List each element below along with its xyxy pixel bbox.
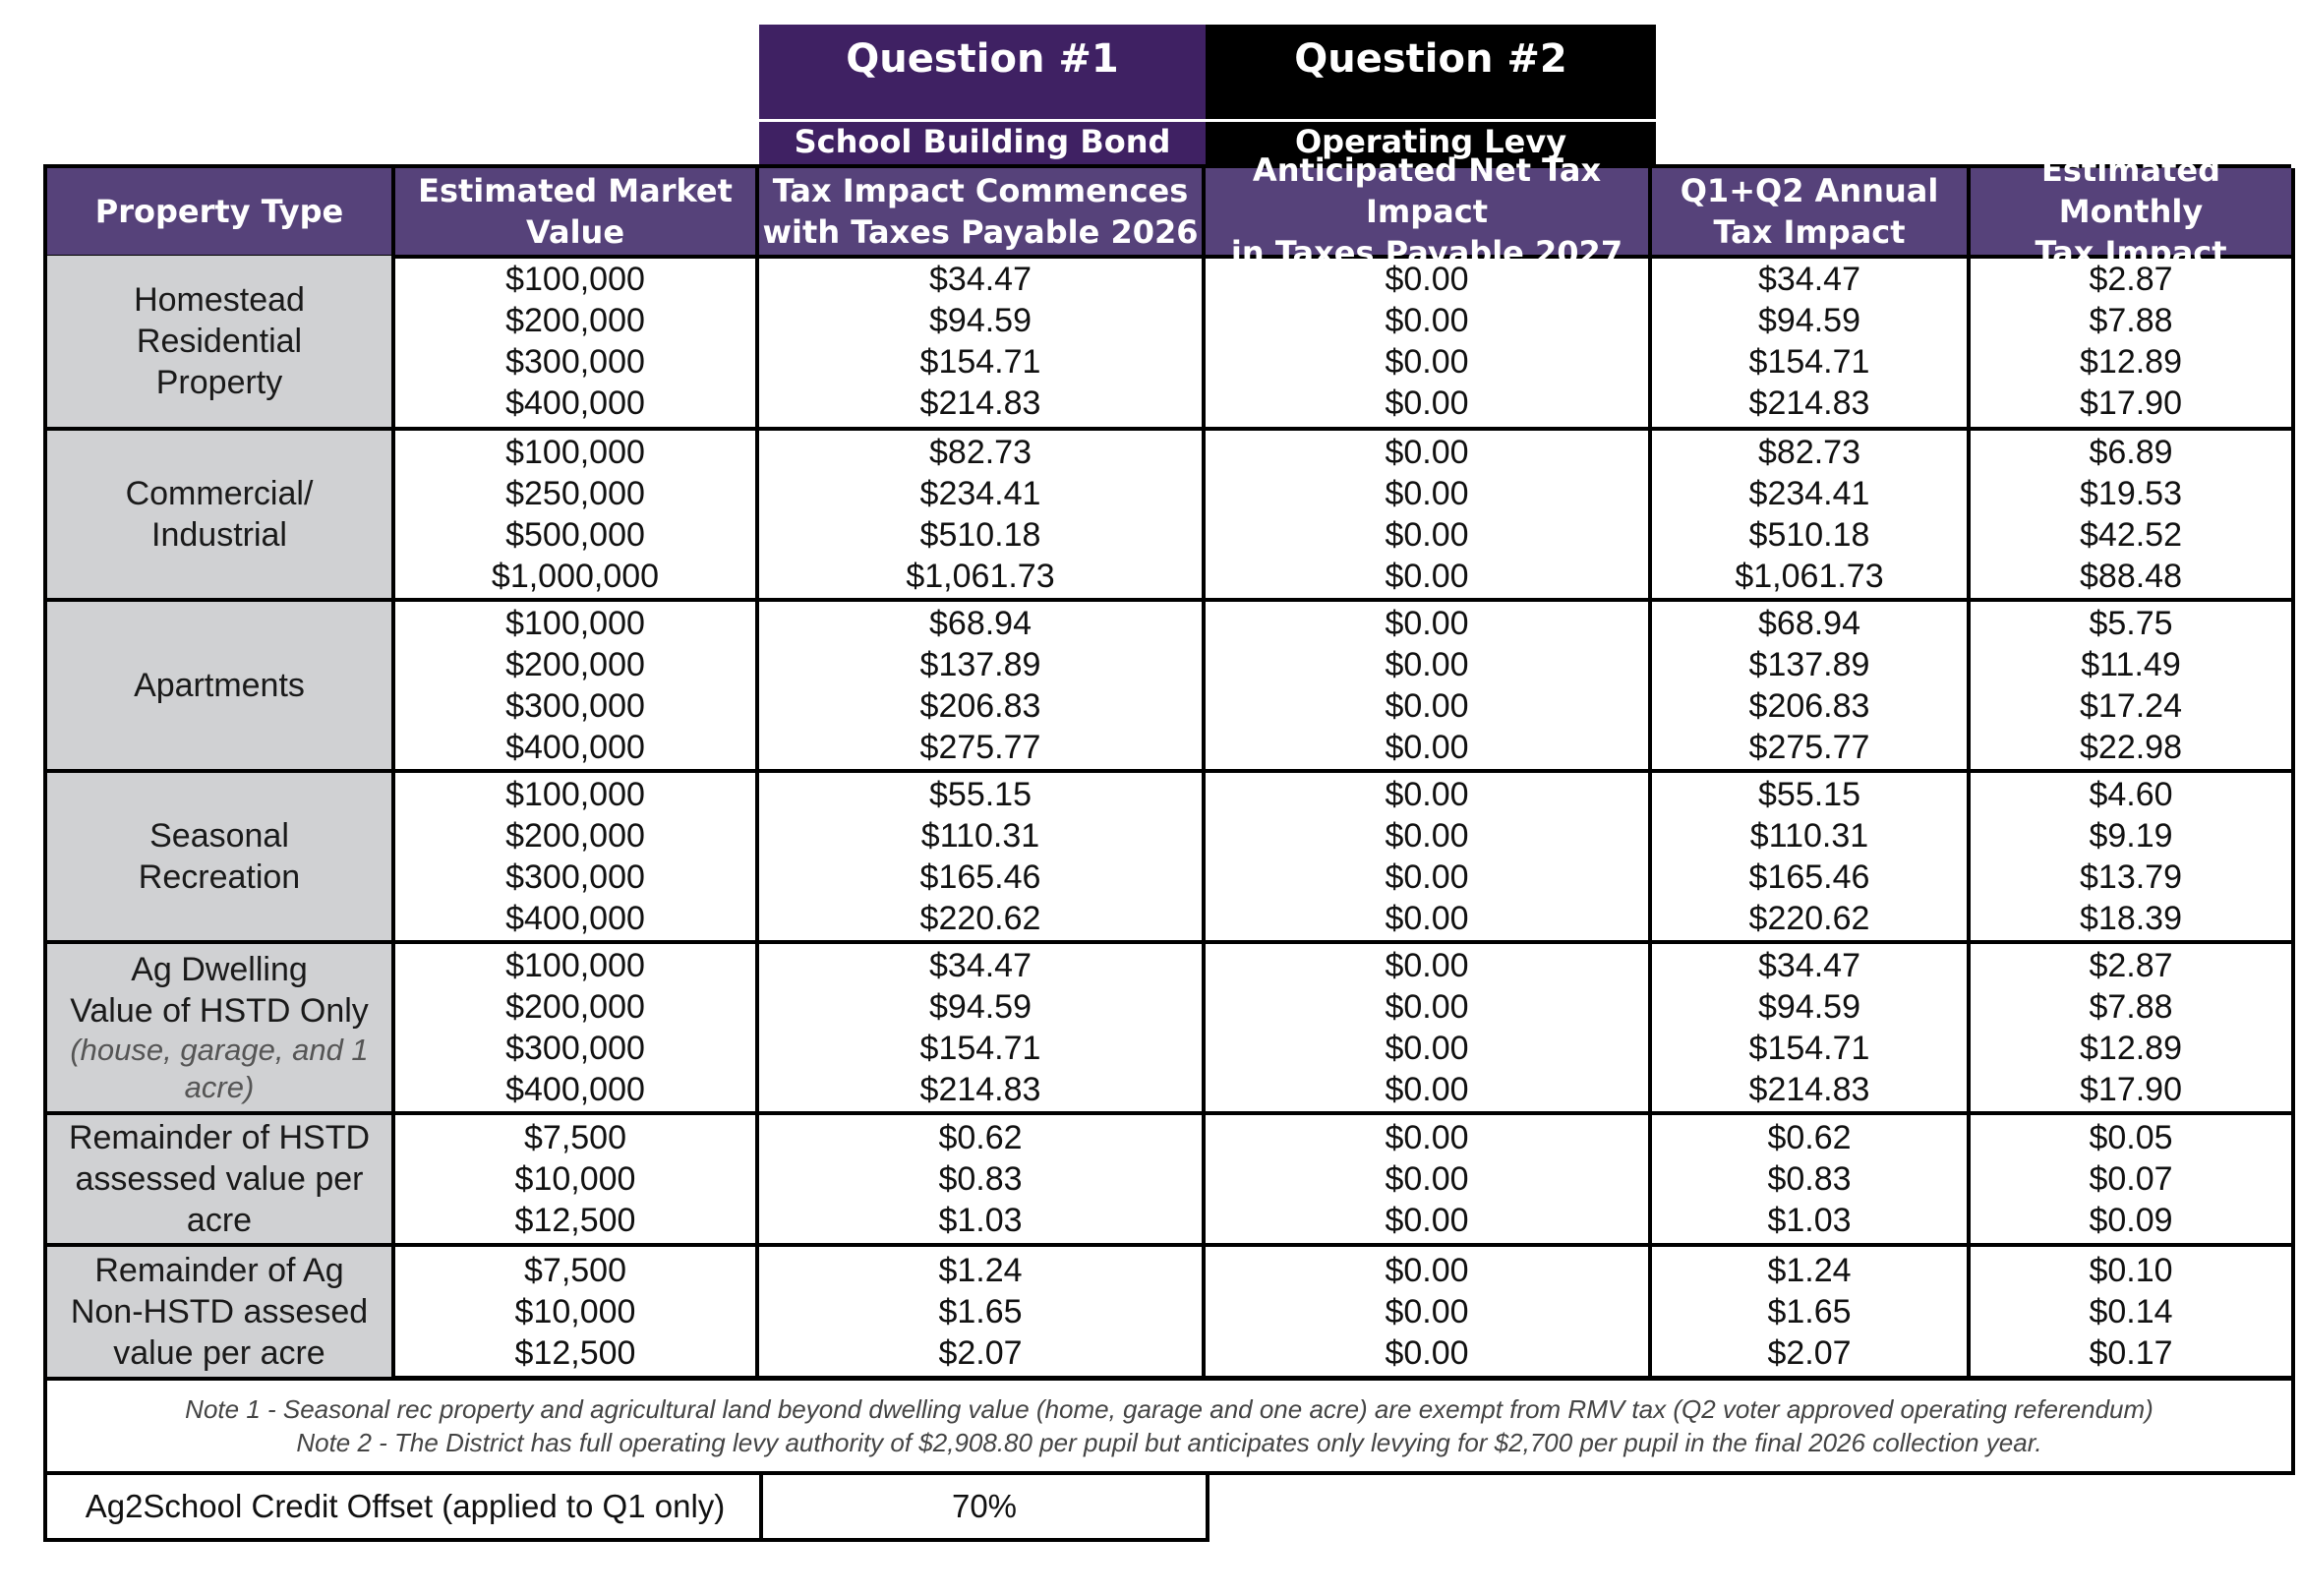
annual-tax-impact-cell	[1652, 769, 1971, 940]
table-value: $1.65	[1767, 1293, 1852, 1330]
table-value: $0.05	[2089, 1119, 2173, 1156]
column-header-line: Tax Impact	[1713, 213, 1906, 251]
question-2-subtitle: Operating Levy	[1294, 123, 1567, 160]
q2-tax-impact-cell	[1206, 940, 1652, 1111]
table-value: $510.18	[1748, 516, 1870, 554]
column-header-line: Q1+Q2 Annual	[1680, 172, 1939, 209]
table-value: $165.46	[919, 858, 1041, 896]
table-value: $220.62	[919, 900, 1041, 937]
table-value: $300,000	[505, 343, 645, 381]
table-value: $0.00	[1385, 687, 1469, 725]
q2-tax-impact-cell	[1206, 598, 1652, 769]
q1-tax-impact-cell	[759, 598, 1206, 769]
table-value: $200,000	[505, 302, 645, 339]
table-value: $206.83	[919, 687, 1041, 725]
annual-tax-impact-cell	[1652, 256, 1971, 427]
estimated-market-value-cell	[395, 427, 759, 598]
table-value: $0.00	[1385, 261, 1469, 298]
table-value: $100,000	[505, 605, 645, 642]
table-value: $1.03	[1767, 1202, 1852, 1239]
annual-tax-impact-cell	[1652, 427, 1971, 598]
table-value: $68.94	[1758, 605, 1860, 642]
property-type-line: Remainder of HSTD	[68, 1119, 371, 1156]
property-type-label	[43, 940, 395, 1111]
note-1: Note 1 - Seasonal rec property and agricultural land beyond dwelling value (home, garage and one acre) are exempt from RMV tax (Q2 voter approved operating referendum)	[185, 1394, 2154, 1424]
property-type-label	[43, 1243, 395, 1377]
column-header-line: Estimated Monthly	[2040, 151, 2220, 230]
table-value: $510.18	[919, 516, 1041, 554]
table-value: $300,000	[505, 858, 645, 896]
property-type-line: value per acre	[113, 1334, 325, 1372]
table-value: $1.24	[938, 1252, 1023, 1289]
table-value: $0.00	[1385, 475, 1469, 512]
table-value: $82.73	[1758, 434, 1860, 471]
table-value: $100,000	[505, 776, 645, 813]
table-value: $34.47	[929, 947, 1032, 984]
table-value: $154.71	[919, 1030, 1041, 1067]
table-value: $17.24	[2080, 687, 2182, 725]
table-value: $0.00	[1385, 1119, 1469, 1156]
property-type-line: Recreation	[138, 858, 301, 896]
table-value: $0.00	[1385, 776, 1469, 813]
table-value: $0.00	[1385, 817, 1469, 855]
column-header-line: Property Type	[94, 193, 344, 230]
table-value: $154.71	[1748, 343, 1870, 381]
table-value: $1,000,000	[491, 558, 660, 595]
table-value: $0.00	[1385, 858, 1469, 896]
property-type-line: Property	[155, 364, 283, 401]
annual-tax-impact-cell	[1652, 1243, 1971, 1377]
table-value: $12.89	[2080, 343, 2182, 381]
table-value: $0.00	[1385, 1030, 1469, 1067]
table-value: $0.00	[1385, 646, 1469, 683]
table-value: $19.53	[2080, 475, 2182, 512]
property-type-label	[43, 1111, 395, 1243]
table-value: $88.48	[2080, 558, 2182, 595]
credit-offset-label: Ag2School Credit Offset (applied to Q1 only)	[43, 1471, 763, 1542]
table-value: $275.77	[919, 729, 1041, 766]
table-value: $165.46	[1748, 858, 1870, 896]
table-value: $0.00	[1385, 988, 1469, 1026]
table-value: $0.10	[2089, 1252, 2173, 1289]
q2-tax-impact-cell	[1206, 256, 1652, 427]
estimated-market-value-cell	[395, 940, 759, 1111]
table-value: $12.89	[2080, 1030, 2182, 1067]
column-header-line: in Taxes Payable 2027	[1230, 234, 1623, 271]
credit-offset-value: 70%	[759, 1471, 1210, 1542]
property-type-label	[43, 256, 395, 427]
table-value: $137.89	[919, 646, 1041, 683]
table-value: $0.00	[1385, 947, 1469, 984]
q1-tax-impact-cell	[759, 1111, 1206, 1243]
table-value: $94.59	[1758, 302, 1860, 339]
table-value: $400,000	[505, 384, 645, 422]
table-value: $10,000	[514, 1293, 636, 1330]
table-value: $0.62	[938, 1119, 1023, 1156]
table-value: $17.90	[2080, 1071, 2182, 1108]
property-type-note: (house, garage, and 1	[70, 1033, 369, 1067]
table-value: $0.00	[1385, 434, 1469, 471]
table-value: $200,000	[505, 817, 645, 855]
property-type-line: assessed value per	[75, 1160, 364, 1198]
table-value: $94.59	[929, 302, 1032, 339]
table-value: $22.98	[2080, 729, 2182, 766]
table-value: $82.73	[929, 434, 1032, 471]
column-header-2	[395, 168, 759, 259]
property-type-label	[43, 769, 395, 940]
column-header-line: Value	[525, 213, 625, 251]
table-value: $214.83	[919, 384, 1041, 422]
monthly-tax-impact-cell	[1971, 1243, 2295, 1377]
column-header-5	[1652, 168, 1971, 259]
table-value: $0.00	[1385, 1071, 1469, 1108]
question-2-title: Question #2	[1294, 36, 1567, 82]
table-value: $0.00	[1385, 302, 1469, 339]
table-value: $94.59	[929, 988, 1032, 1026]
table-value: $200,000	[505, 988, 645, 1026]
table-value: $0.00	[1385, 1252, 1469, 1289]
table-value: $0.00	[1385, 384, 1469, 422]
table-value: $1.03	[938, 1202, 1023, 1239]
table-value: $200,000	[505, 646, 645, 683]
monthly-tax-impact-cell	[1971, 1111, 2295, 1243]
property-type-line: Homestead	[134, 281, 305, 319]
table-value: $214.83	[919, 1071, 1041, 1108]
column-header-1	[43, 168, 395, 259]
property-type-label	[43, 598, 395, 769]
column-header-4	[1206, 151, 1652, 271]
table-value: $7,500	[524, 1252, 626, 1289]
q2-tax-impact-cell	[1206, 1111, 1652, 1243]
table-value: $0.17	[2089, 1334, 2173, 1372]
table-value: $34.47	[929, 261, 1032, 298]
property-type-line: Industrial	[151, 516, 287, 554]
annual-tax-impact-cell	[1652, 1111, 1971, 1243]
table-value: $34.47	[1758, 947, 1860, 984]
table-value: $500,000	[505, 516, 645, 554]
table-value: $0.14	[2089, 1293, 2173, 1330]
column-header-line: Anticipated Net Tax Impact	[1252, 151, 1602, 230]
property-type-line: Non-HSTD assesed	[70, 1293, 369, 1330]
table-value: $68.94	[929, 605, 1032, 642]
q2-tax-impact-cell	[1206, 769, 1652, 940]
table-value: $2.07	[1767, 1334, 1852, 1372]
estimated-market-value-cell	[395, 769, 759, 940]
table-value: $0.00	[1385, 516, 1469, 554]
table-value: $12,500	[514, 1334, 636, 1372]
table-value: $11.49	[2081, 646, 2181, 683]
table-value: $55.15	[1758, 776, 1860, 813]
table-value: $10,000	[514, 1160, 636, 1198]
table-value: $400,000	[505, 900, 645, 937]
q1-tax-impact-cell	[759, 940, 1206, 1111]
table-value: $2.07	[938, 1334, 1023, 1372]
property-type-line: Residential	[136, 323, 303, 360]
q2-tax-impact-cell	[1206, 427, 1652, 598]
estimated-market-value-cell	[395, 1111, 759, 1243]
table-value: $94.59	[1758, 988, 1860, 1026]
property-type-line: Value of HSTD Only	[70, 992, 369, 1030]
table-value: $0.83	[1767, 1160, 1852, 1198]
table-value: $9.19	[2089, 817, 2173, 855]
estimated-market-value-cell	[395, 1243, 759, 1377]
table-value: $5.75	[2089, 605, 2173, 642]
table-value: $13.79	[2080, 858, 2182, 896]
monthly-tax-impact-cell	[1971, 427, 2295, 598]
table-value: $7.88	[2089, 988, 2173, 1026]
estimated-market-value-cell	[395, 256, 759, 427]
table-value: $100,000	[505, 434, 645, 471]
table-value: $250,000	[505, 475, 645, 512]
column-header-line: with Taxes Payable 2026	[762, 213, 1199, 251]
table-value: $4.60	[2089, 776, 2173, 813]
column-header-3	[759, 168, 1206, 259]
table-value: $206.83	[1748, 687, 1870, 725]
property-type-line: Seasonal	[149, 817, 289, 855]
table-value: $12,500	[514, 1202, 636, 1239]
table-value: $0.00	[1385, 605, 1469, 642]
question-1-subtitle: School Building Bond	[794, 123, 1171, 160]
monthly-tax-impact-cell	[1971, 769, 2295, 940]
table-value: $300,000	[505, 1030, 645, 1067]
q2-tax-impact-cell	[1206, 1243, 1652, 1377]
question-1-title: Question #1	[846, 36, 1119, 82]
table-value: $110.31	[920, 817, 1040, 855]
column-header-line: Tax Impact Commences	[772, 172, 1189, 209]
table-value: $0.62	[1767, 1119, 1852, 1156]
notes-block	[43, 1377, 2295, 1475]
table-value: $0.00	[1385, 900, 1469, 937]
table-value: $0.00	[1385, 729, 1469, 766]
monthly-tax-impact-cell	[1971, 256, 2295, 427]
table-value: $400,000	[505, 1071, 645, 1108]
table-value: $34.47	[1758, 261, 1860, 298]
monthly-tax-impact-cell	[1971, 940, 2295, 1111]
annual-tax-impact-cell	[1652, 940, 1971, 1111]
property-type-line: Commercial/	[125, 475, 314, 512]
column-header-line: Tax Impact	[2035, 234, 2227, 271]
table-value: $100,000	[505, 261, 645, 298]
table-value: $42.52	[2080, 516, 2182, 554]
table-value: $0.83	[938, 1160, 1023, 1198]
q1-tax-impact-cell	[759, 769, 1206, 940]
table-value: $300,000	[505, 687, 645, 725]
table-value: $234.41	[919, 475, 1041, 512]
table-value: $214.83	[1748, 384, 1870, 422]
property-type-line: Remainder of Ag	[94, 1252, 344, 1289]
property-type-label	[43, 427, 395, 598]
table-value: $100,000	[505, 947, 645, 984]
q1-tax-impact-cell	[759, 256, 1206, 427]
table-value: $0.00	[1385, 1293, 1469, 1330]
table-value: $234.41	[1748, 475, 1870, 512]
property-type-line: acre	[186, 1202, 253, 1239]
table-value: $400,000	[505, 729, 645, 766]
question-2-header	[1206, 25, 1656, 165]
property-type-note: acre)	[184, 1070, 255, 1104]
q1-tax-impact-cell	[759, 1243, 1206, 1377]
table-value: $1,061.73	[906, 558, 1055, 595]
table-value: $1.65	[938, 1293, 1023, 1330]
table-value: $154.71	[1748, 1030, 1870, 1067]
property-type-line: Ag Dwelling	[131, 951, 308, 988]
table-value: $55.15	[929, 776, 1032, 813]
annual-tax-impact-cell	[1652, 598, 1971, 769]
table-value: $214.83	[1748, 1071, 1870, 1108]
table-value: $137.89	[1748, 646, 1870, 683]
question-1-header	[759, 25, 1206, 165]
table-value: $154.71	[919, 343, 1041, 381]
q1-tax-impact-cell	[759, 427, 1206, 598]
table-value: $0.07	[2089, 1160, 2173, 1198]
table-value: $0.00	[1385, 558, 1469, 595]
table-value: $0.00	[1385, 1334, 1469, 1372]
table-value: $7.88	[2089, 302, 2173, 339]
note-2: Note 2 - The District has full operating levy authority of $2,908.80 per pupil but anticipates only levying for $2,700 per pupil in the final 2026 collection year.	[296, 1428, 2042, 1457]
table-value: $220.62	[1748, 900, 1870, 937]
table-value: $17.90	[2080, 384, 2182, 422]
table-value: $0.00	[1385, 1160, 1469, 1198]
column-header-line: Estimated Market	[418, 172, 733, 209]
table-value: $6.89	[2089, 434, 2173, 471]
table-value: $1,061.73	[1735, 558, 1884, 595]
table-value: $7,500	[524, 1119, 626, 1156]
estimated-market-value-cell	[395, 598, 759, 769]
column-header-6	[1971, 151, 2295, 271]
table-value: $0.09	[2089, 1202, 2173, 1239]
table-value: $1.24	[1767, 1252, 1852, 1289]
table-value: $0.00	[1385, 343, 1469, 381]
table-value: $0.00	[1385, 1202, 1469, 1239]
table-value: $18.39	[2080, 900, 2182, 937]
monthly-tax-impact-cell	[1971, 598, 2295, 769]
table-value: $110.31	[1749, 817, 1869, 855]
table-value: $2.87	[2089, 947, 2173, 984]
table-value: $2.87	[2089, 261, 2173, 298]
property-type-line: Apartments	[134, 667, 305, 704]
table-value: $275.77	[1748, 729, 1870, 766]
